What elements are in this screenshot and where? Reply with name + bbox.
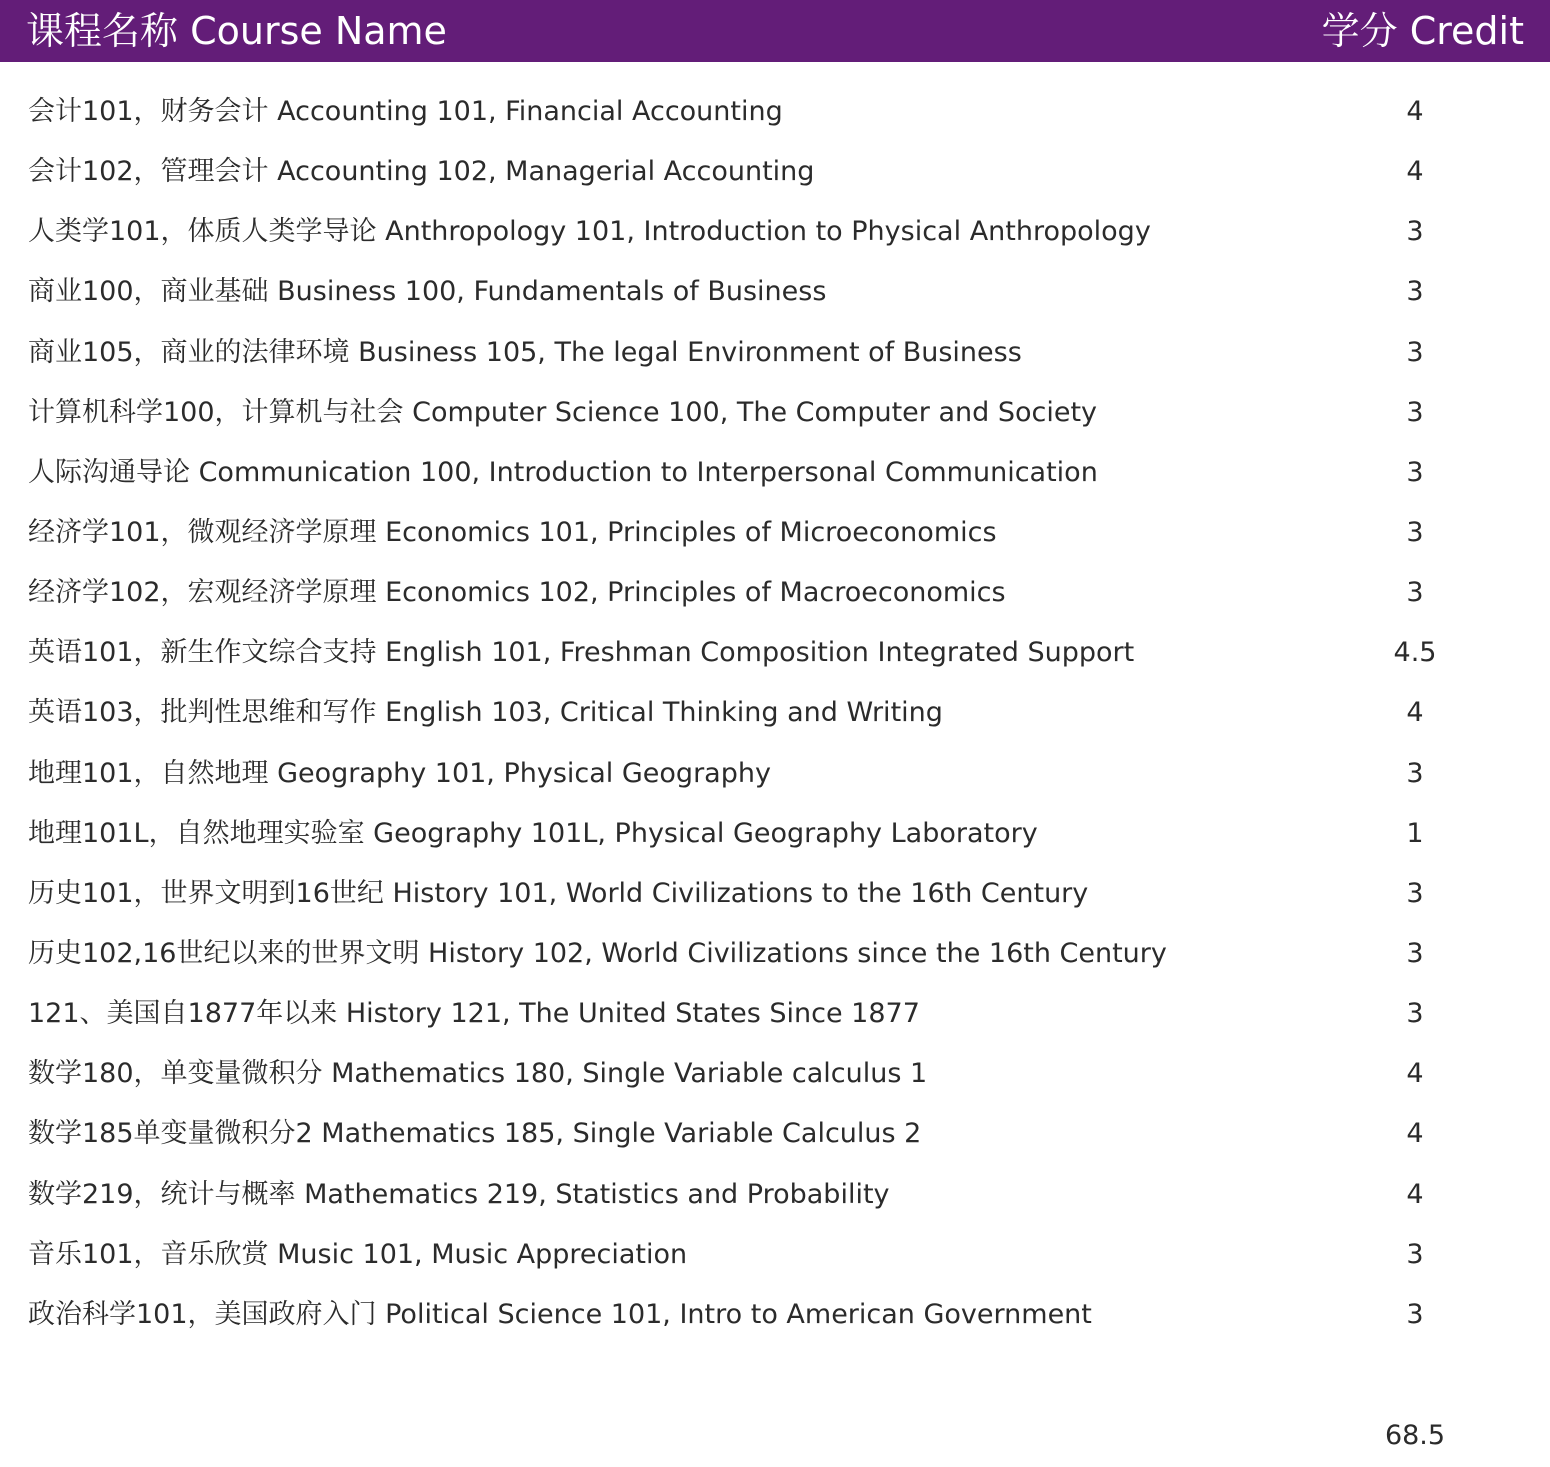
course-credit: 3 <box>1406 998 1424 1030</box>
course-credit: 4 <box>1406 1058 1424 1090</box>
course-row <box>0 503 1550 563</box>
course-name: 商业100，商业基础 Business 100, Fundamentals of Business <box>28 276 827 308</box>
course-credit: 3 <box>1406 516 1424 548</box>
course-name: 英语101，新生作文综合支持 English 101, Freshman Composition Integrated Support <box>28 637 1135 669</box>
course-row <box>0 1044 1550 1104</box>
course-row <box>0 142 1550 202</box>
course-name: 经济学101，微观经济学原理 Economics 101, Principles of Microeconomics <box>28 516 997 548</box>
course-credit: 3 <box>1406 336 1424 368</box>
course-credit: 1 <box>1406 817 1424 849</box>
course-credit: 3 <box>1406 1238 1424 1270</box>
course-row <box>0 443 1550 503</box>
course-row <box>0 924 1550 984</box>
course-name: 计算机科学100，计算机与社会 Computer Science 100, The Computer and Society <box>28 396 1098 428</box>
course-row <box>0 1165 1550 1225</box>
course-credit: 4 <box>1406 1178 1424 1210</box>
course-row <box>0 383 1550 443</box>
course-name: 数学180，单变量微积分 Mathematics 180, Single Variable calculus 1 <box>28 1058 928 1090</box>
course-name: 商业105，商业的法律环境 Business 105, The legal Environment of Business <box>28 336 1022 368</box>
course-credit: 4 <box>1406 156 1424 188</box>
course-credit: 3 <box>1406 396 1424 428</box>
course-row <box>0 1225 1550 1285</box>
course-row <box>0 202 1550 262</box>
course-list <box>0 82 1550 1345</box>
course-credit: 4 <box>1406 697 1424 729</box>
course-name: 会计102，管理会计 Accounting 102, Managerial Accounting <box>28 156 815 188</box>
course-name: 英语103，批判性思维和写作 English 103, Critical Thinking and Writing <box>28 697 943 729</box>
course-credit: 3 <box>1406 577 1424 609</box>
course-row <box>0 262 1550 322</box>
course-row <box>0 623 1550 683</box>
course-row <box>0 1285 1550 1345</box>
course-name: 数学185单变量微积分2 Mathematics 185, Single Variable Calculus 2 <box>28 1118 922 1150</box>
course-row <box>0 984 1550 1044</box>
course-credit: 3 <box>1406 456 1424 488</box>
course-credit: 3 <box>1406 877 1424 909</box>
course-name: 政治科学101，美国政府入门 Political Science 101, Intro to American Government <box>28 1298 1092 1330</box>
table-header <box>0 0 1550 62</box>
course-credit: 3 <box>1406 216 1424 248</box>
course-row <box>0 683 1550 743</box>
course-row <box>0 744 1550 804</box>
course-name: 音乐101，音乐欣赏 Music 101, Music Appreciation <box>28 1238 688 1270</box>
course-row <box>0 563 1550 623</box>
course-credit: 3 <box>1406 937 1424 969</box>
total-credit: 68.5 <box>1384 1420 1446 1451</box>
course-row <box>0 864 1550 924</box>
credit-header: 学分 Credit <box>1321 9 1524 53</box>
course-credit: 3 <box>1406 276 1424 308</box>
course-name: 数学219，统计与概率 Mathematics 219, Statistics and Probability <box>28 1178 890 1210</box>
course-row <box>0 82 1550 142</box>
course-name: 人类学101，体质人类学导论 Anthropology 101, Introduction to Physical Anthropology <box>28 216 1151 248</box>
course-row <box>0 1104 1550 1164</box>
course-name: 历史102,16世纪以来的世界文明 History 102, World Civilizations since the 16th Century <box>28 937 1167 969</box>
course-credit: 3 <box>1406 1298 1424 1330</box>
course-row <box>0 804 1550 864</box>
course-name: 会计101，财务会计 Accounting 101, Financial Accounting <box>28 96 783 127</box>
course-name: 历史101，世界文明到16世纪 History 101, World Civilizations to the 16th Century <box>28 877 1089 909</box>
course-name-header: 课程名称 Course Name <box>26 9 447 53</box>
course-name: 经济学102，宏观经济学原理 Economics 102, Principles of Macroeconomics <box>28 577 1006 609</box>
course-name: 人际沟通导论 Communication 100, Introduction to Interpersonal Communication <box>28 456 1098 488</box>
course-credit: 4 <box>1406 96 1424 127</box>
course-row <box>0 323 1550 383</box>
course-credit: 3 <box>1406 757 1424 789</box>
course-name: 121、美国自1877年以来 History 121, The United States Since 1877 <box>28 998 920 1030</box>
course-name: 地理101L，自然地理实验室 Geography 101L, Physical Geography Laboratory <box>28 817 1038 849</box>
course-name: 地理101，自然地理 Geography 101, Physical Geography <box>28 757 771 789</box>
course-credit: 4 <box>1406 1118 1424 1150</box>
course-credit: 4.5 <box>1393 637 1437 669</box>
